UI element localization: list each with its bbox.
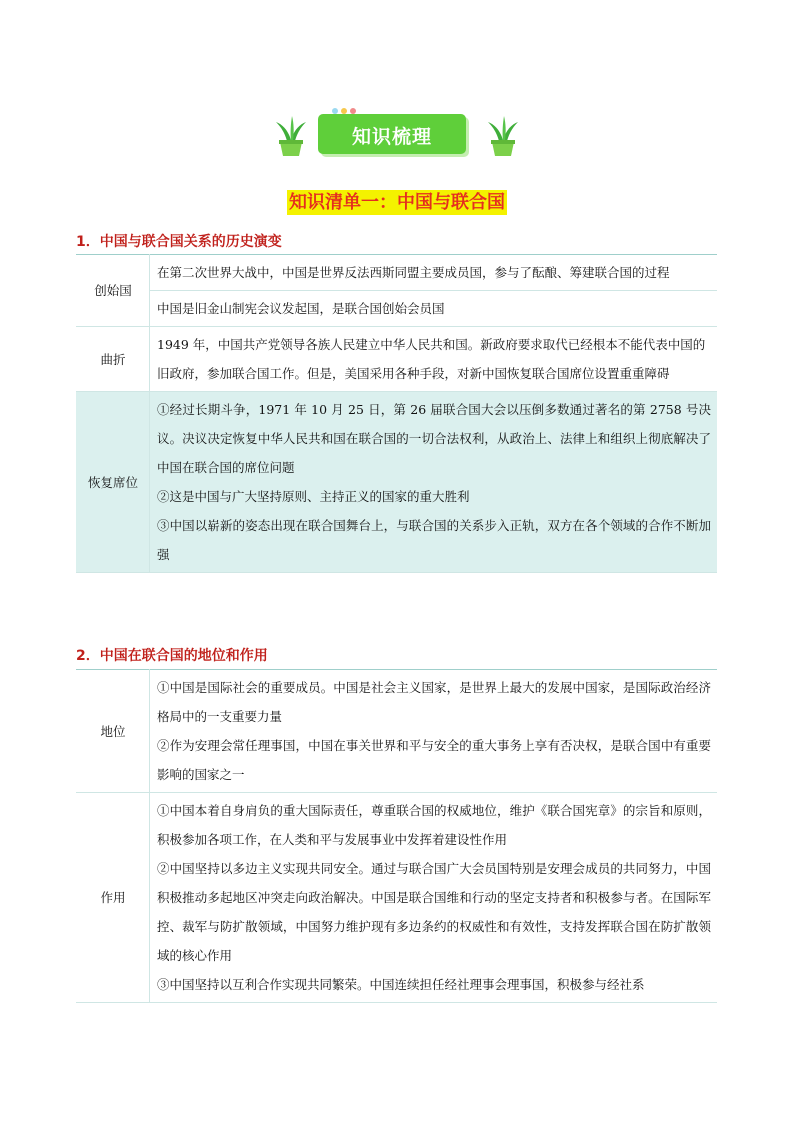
row-content: 中国是旧金山制宪会议发起国，是联合国创始会员国 (150, 291, 718, 327)
table-row (76, 327, 717, 392)
history-table (76, 254, 717, 573)
table-row (76, 255, 717, 291)
section-heading-history: 1．中国与联合国关系的历史演变 (76, 234, 282, 250)
banner-dots (332, 108, 356, 114)
paragraph: ②作为安理会常任理事国，中国在事关世界和平与安全的重大事务上享有否决权，是联合国中有重要影响的国家之一 (157, 738, 711, 782)
row-category: 恢复席位 (76, 392, 150, 573)
potted-plant-icon (274, 114, 308, 158)
row-content (150, 793, 718, 1003)
paragraph: ①中国本着自身肩负的重大国际责任，尊重联合国的权威地位，维护《联合国宪章》的宗旨和原则，积极参加各项工作，在人类和平与发展事业中发挥着建设性作用 (157, 803, 711, 847)
paragraph: ③中国以崭新的姿态出现在联合国舞台上，与联合国的关系步入正轨，双方在各个领域的合作不断加强 (157, 518, 711, 562)
banner-dot (341, 108, 347, 114)
knowledge-list-title-text: 知识清单一：中国与联合国 (289, 192, 505, 213)
row-category: 创始国 (76, 255, 150, 327)
banner-dot (332, 108, 338, 114)
row-content (150, 670, 718, 793)
table-row (76, 291, 717, 327)
paragraph: ③中国坚持以互利合作实现共同繁荣。中国连续担任经社理事会理事国，积极参与经社系 (157, 977, 645, 992)
table-row (76, 793, 717, 1003)
row-category: 曲折 (76, 327, 150, 392)
banner-label: 知识梳理 (351, 126, 432, 148)
status-table (76, 669, 717, 1003)
row-category: 地位 (76, 670, 150, 793)
paragraph: ②这是中国与广大坚持原则、主持正义的国家的重大胜利 (157, 489, 470, 504)
table-row (76, 392, 717, 573)
knowledge-list-title (0, 188, 794, 214)
paragraph: ①中国是国际社会的重要成员。中国是社会主义国家，是世界上最大的发展中国家，是国际政治经济格局中的一支重要力量 (157, 680, 711, 724)
row-category: 作用 (76, 793, 150, 1003)
row-content (150, 392, 718, 573)
section-banner (0, 110, 794, 162)
row-content: 在第二次世界大战中，中国是世界反法西斯同盟主要成员国，参与了酝酿、筹建联合国的过程 (150, 255, 718, 291)
table-row (76, 670, 717, 793)
banner-tag (318, 114, 466, 154)
paragraph: ②中国坚持以多边主义实现共同安全。通过与联合国广大会员国特别是安理会成员的共同努力，中国积极推动多起地区冲突走向政治解决。中国是联合国维和行动的坚定支持者和积极参与者。在国际军控、裁军与防扩散领域，中国努力维护现有多边条约的权威性和有效性，支持发挥联合国在防扩散领域的核心作用 (157, 861, 711, 963)
row-content: 1949 年，中国共产党领导各族人民建立中华人民共和国。新政府要求取代已经根本不能代表中国的旧政府，参加联合国工作。但是，美国采用各种手段，对新中国恢复联合国席位设置重重障碍 (150, 327, 718, 392)
section-heading-status: 2．中国在联合国的地位和作用 (76, 648, 268, 664)
banner-dot (350, 108, 356, 114)
paragraph: ①经过长期斗争，1971 年 10 月 25 日，第 26 届联合国大会以压倒多数通过著名的第 2758 号决议。决议决定恢复中华人民共和国在联合国的一切合法权利，从政治上、法律上和组织上彻底解决了中国在联合国的席位问题 (157, 402, 711, 475)
potted-plant-icon (486, 114, 520, 158)
